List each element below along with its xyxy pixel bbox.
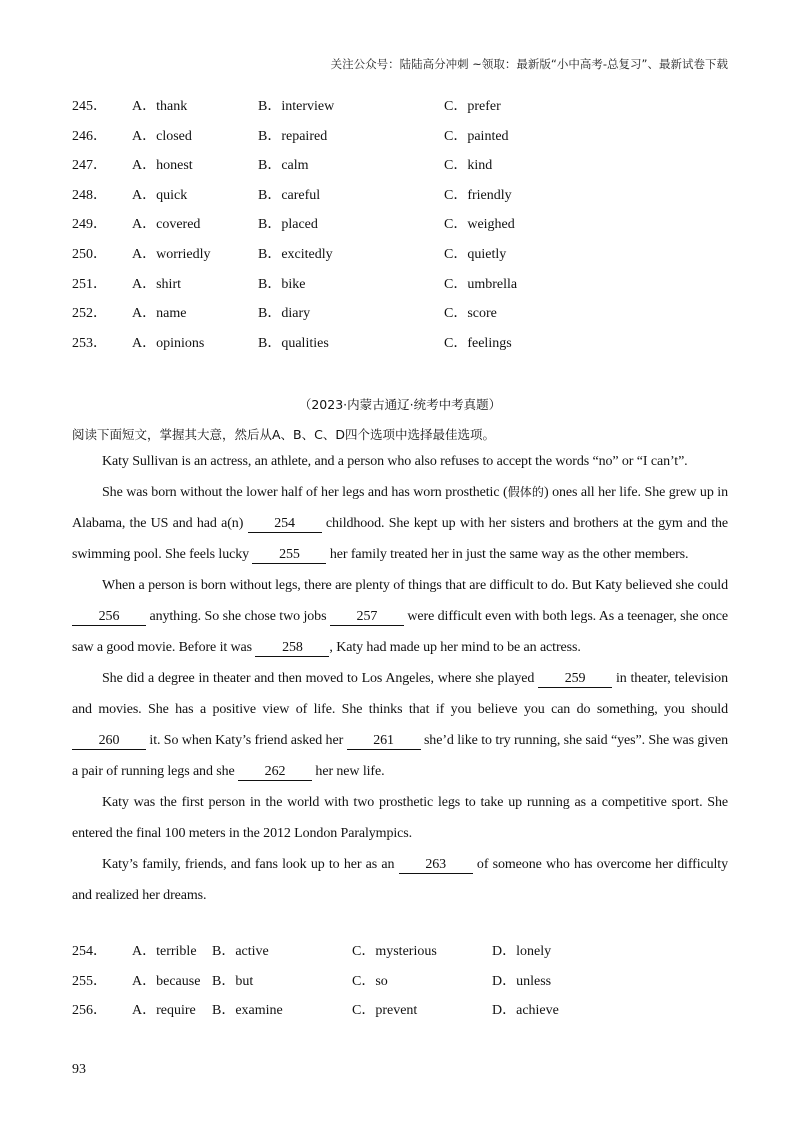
question-number: 253．	[72, 335, 107, 351]
question-number: 246．	[72, 128, 107, 144]
option-b: B．active	[212, 944, 269, 959]
blank-256: 256	[72, 609, 146, 626]
paragraph-text: Katy was the first person in the world with two prosthetic legs to take up running as a competitive sport. She entered the final 100 meters in the 2012 London Paralympics.	[72, 795, 728, 841]
paragraph-text: were difficult even with both legs. As a teenager, she once saw a good movie. Before it was	[72, 609, 728, 655]
option-c: C．feelings	[444, 335, 512, 351]
question-number: 247．	[72, 158, 107, 174]
option-b: B．placed	[258, 217, 318, 233]
blank-255: 255	[252, 547, 326, 564]
paragraph-text: , Katy had made up her mind to be an actress.	[329, 640, 581, 655]
option-c: C．weighed	[444, 217, 515, 233]
exam-source: （2023·内蒙古通辽·统考中考真题）	[298, 397, 502, 412]
option-c: C．friendly	[444, 187, 512, 203]
page-header: 关注公众号：陆陆高分冲刺 ~领取：最新版“小中高考-总复习”、最新试卷下载	[330, 57, 728, 71]
question-number: 249．	[72, 217, 107, 233]
option-c: C．painted	[444, 128, 509, 144]
paragraph-text: She was born without the lower half of her legs and has worn prosthetic (	[102, 485, 508, 500]
paragraph-1	[72, 446, 728, 477]
option-b: B．bike	[258, 276, 306, 292]
option-a: A．terrible	[132, 944, 197, 959]
option-c: C．prevent	[352, 1003, 418, 1018]
option-a: A．shirt	[132, 276, 181, 292]
option-a: A．because	[132, 973, 201, 989]
paragraph-5	[72, 787, 728, 849]
instructions: 阅读下面短文，掌握其大意，然后从A、B、C、D四个选项中选择最佳选项。	[72, 427, 495, 442]
question-number: 254．	[72, 944, 107, 959]
paragraph-text: childhood. She kept up with her sisters and brothers at the gym and the swimming pool. She feels lucky	[72, 516, 728, 562]
option-a: A．thank	[132, 99, 188, 114]
paragraph-text: of someone who has overcome her difficulty and realized her dreams.	[72, 857, 728, 903]
paragraph-3	[72, 570, 728, 663]
blank-259: 259	[538, 671, 612, 688]
option-c: C．umbrella	[444, 276, 518, 292]
option-a: A．covered	[132, 217, 201, 233]
option-c: C．quietly	[444, 246, 507, 262]
paragraph-text: in theater, television and movies. She has a positive view of life. She thinks that if you believe you can do something, you should	[72, 671, 728, 717]
blank-262: 262	[238, 764, 312, 781]
blank-258: 258	[255, 640, 329, 657]
option-c: C．prefer	[444, 99, 501, 114]
paragraph-text: When a person is born without legs, there are plenty of things that are difficult to do. But Katy believed she could	[102, 578, 728, 593]
paragraph-text: She did a degree in theater and then moved to Los Angeles, where she played	[102, 671, 539, 686]
blank-260: 260	[72, 733, 146, 750]
blank-254: 254	[248, 516, 322, 533]
option-c: C．so	[352, 973, 388, 989]
option-b: B．excitedly	[258, 246, 333, 262]
option-b: B．calm	[258, 158, 309, 174]
option-d: D．achieve	[492, 1003, 559, 1018]
option-c: C．score	[444, 306, 497, 322]
reading-passage	[72, 446, 728, 911]
question-number: 255．	[72, 973, 107, 989]
question-number: 245．	[72, 99, 107, 114]
paragraph-text: her new life.	[312, 764, 385, 779]
option-b: B．interview	[258, 99, 335, 114]
option-b: B．examine	[212, 1003, 283, 1018]
option-a: A．closed	[132, 128, 192, 144]
option-a: A．quick	[132, 187, 188, 203]
chinese-gloss: 假体的	[507, 485, 544, 499]
option-c: C．mysterious	[352, 944, 437, 959]
paragraph-text: she’d like to try running, she said “yes”. She was given a pair of running legs and she	[72, 733, 729, 779]
option-a: A．honest	[132, 158, 193, 174]
paragraph-text: it. So when Katy’s friend asked her	[146, 733, 347, 748]
option-c: C．kind	[444, 158, 493, 174]
paragraph-text: ) ones all her life. She grew up in Alabama, the US and had a(n)	[72, 485, 728, 531]
paragraph-6	[72, 849, 728, 911]
option-d: D．lonely	[492, 944, 552, 959]
paragraph-4	[72, 663, 728, 787]
option-b: B．careful	[258, 187, 321, 203]
question-number: 251．	[72, 276, 107, 292]
question-number: 248．	[72, 187, 107, 203]
paragraph-text: Katy Sullivan is an actress, an athlete, and a person who also refuses to accept the words “no” or “I can’t”.	[102, 454, 688, 469]
option-b: B．but	[212, 973, 254, 989]
option-a: A．worriedly	[132, 246, 211, 262]
question-number: 250．	[72, 246, 107, 262]
blank-257: 257	[330, 609, 404, 626]
paragraph-text: anything. So she chose two jobs	[146, 609, 330, 624]
question-number: 252．	[72, 306, 107, 322]
option-b: B．qualities	[258, 335, 329, 351]
page-number: 93	[72, 1062, 86, 1077]
option-d: D．unless	[492, 973, 552, 989]
paragraph-2	[72, 477, 728, 570]
option-a: A．require	[132, 1003, 196, 1018]
option-b: B．diary	[258, 306, 311, 322]
paragraph-text: Katy’s family, friends, and fans look up to her as an	[102, 857, 399, 872]
blank-261: 261	[347, 733, 421, 750]
paragraph-text: her family treated her in just the same way as the other members.	[326, 547, 689, 562]
option-b: B．repaired	[258, 128, 328, 144]
option-a: A．opinions	[132, 335, 205, 351]
question-number: 256．	[72, 1003, 107, 1018]
option-a: A．name	[132, 306, 187, 322]
blank-263: 263	[399, 857, 473, 874]
